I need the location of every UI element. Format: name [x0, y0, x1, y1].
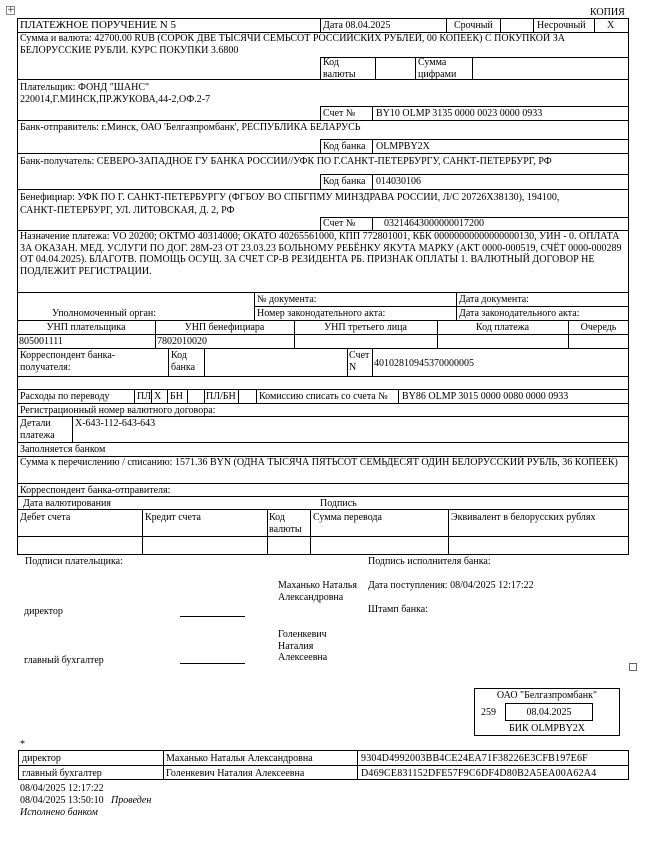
executor-signature-title: Подпись исполнителя банка: [368, 556, 491, 567]
unp-beneficiary-value: 7802010020 [157, 336, 207, 347]
sender-bank: Банк-отправитель: г.Минск, ОАО 'Белгазпромбанк', РЕСПУБЛИКА БЕЛАРУСЬ [20, 122, 361, 133]
payer-account-label: Счет № [323, 108, 356, 119]
director-name: Маханько Наталья Александровна [278, 580, 357, 603]
bank-stamp-label: Штамп банка: [368, 604, 428, 615]
ds-role: директор [22, 753, 61, 764]
timestamp-2: 08/04/2025 13:50:10 [20, 795, 104, 806]
status-badge: Проведен [111, 795, 152, 806]
ds-name: Маханько Наталья Александровна [166, 753, 313, 764]
doc-date-label: Дата документа: [459, 294, 529, 305]
non-urgent-mark: X [607, 20, 615, 31]
ds-hash: D469CE831152DFE57F9C6DF4D80B2A5EA00A62A4 [361, 768, 597, 779]
amount-text: Сумма и валюта: 42700.00 RUB (СОРОК ДВЕ ТЫСЯЧИ СЕМЬСОТ РОССИЙСКИХ РУБЛЕЙ, 00 КОПЕЕК) С ПОКУПКОЙ ЗА БЕЛОРУССКИЕ РУБЛИ. КУРС ПОКУПКИ 3.6800 [20, 33, 565, 56]
unp-beneficiary-header: УНП бенефициара [184, 322, 265, 333]
transfer-sum: Сумма к перечислению / списанию: 1571.36 BYN (ОДНА ТЫСЯЧА ПЯТЬСОТ СЕМЬДЕСЯТ ОДИН БЕЛОРУССКИЙ РУБЛЬ, 36 КОПЕЕК) [20, 457, 618, 468]
payer-signatures-title: Подписи плательщика: [25, 556, 123, 567]
authorized-body-label: Уполномоченный орган: [52, 308, 157, 319]
doc-number-label: № документа: [257, 294, 317, 305]
page-title: ПЛАТЕЖНОЕ ПОРУЧЕНИЕ N 5 [20, 19, 176, 31]
timestamp-1: 08/04/2025 12:17:22 [20, 783, 104, 794]
ds-name: Голенкевич Наталия Алексеевна [166, 768, 305, 779]
accountant-name: Голенкевич Наталия Алексеевна [278, 629, 328, 663]
checkbox-icon[interactable] [629, 663, 637, 671]
sum-digits-label: Сумма цифрами [418, 57, 457, 80]
stamp-bik: БИК OLMPBY2X [508, 723, 586, 734]
fee-bn: БН [170, 391, 183, 402]
fee-plbn: ПЛ/БН [206, 391, 236, 402]
debit-header: Дебет счета [20, 512, 71, 523]
beneficiary-address: САНКТ-ПЕТЕРБУРГ, УЛ. ЛИТОВСКАЯ, Д. 2, РФ [20, 205, 235, 216]
commission-account: BY86 OLMP 3015 0000 0080 0000 0933 [402, 391, 569, 402]
correspondent-account-label: Счет N [349, 350, 370, 373]
currency-header: Код валюты [269, 512, 302, 535]
currency-code-label: Код валюты [323, 57, 356, 80]
signature-label: Подпись [320, 498, 357, 509]
received-date: Дата поступления: 08/04/2025 12:17:22 [368, 580, 534, 591]
unp-payer-value: 805001111 [19, 336, 63, 347]
receiver-bank: Банк-получатель: СЕВЕРО-ЗАПАДНОЕ ГУ БАНКА РОССИИ//УФК ПО Г.САНКТ-ПЕТЕРБУРГУ, САНКТ-ПЕТЕРБУРГ, РФ [20, 156, 552, 167]
move-handle-icon[interactable]: + [7, 5, 15, 15]
correspondent-bank-code-label: Код банка [171, 350, 196, 373]
director-role: директор [24, 606, 63, 617]
credit-header: Кредит счета [145, 512, 201, 523]
unp-payer-header: УНП плательщика [46, 322, 126, 333]
beneficiary-name: Бенефициар: УФК ПО Г. САНКТ-ПЕТЕРБУРГУ (ФГБОУ ВО СПБГПМУ МИНЗДРАВА РОССИИ, Л/С 20726Х38130), 194100, [20, 192, 560, 203]
stamp-number: 259 [481, 707, 496, 718]
copy-mark: КОПИЯ [590, 7, 625, 18]
commission-label: Комиссию списать со счета № [259, 391, 388, 402]
payer-account: BY10 OLMP 3135 0000 0023 0000 0933 [376, 108, 543, 119]
sender-bank-code: OLMPBY2X [376, 141, 430, 152]
correspondent-account: 40102810945370000005 [374, 358, 474, 369]
fees-label: Расходы по переводу [20, 391, 110, 402]
asterisk: * [20, 739, 25, 750]
urgent-label: Срочный [454, 20, 493, 31]
correspondent-label: Корреспондент банка-получателя: [20, 350, 116, 373]
registration-label: Регистрационный номер валютного договора: [20, 405, 216, 416]
payer-name: Плательщик: ФОНД "ШАНС" [20, 82, 150, 93]
bank-filled-label: Заполняется банком [20, 444, 106, 455]
payer-address: 220014,Г.МИНСК,ПР.ЖУКОВА,44-2,ОФ.2-7 [20, 94, 211, 105]
beneficiary-account-label: Счет № [323, 218, 356, 229]
equivalent-header: Эквивалент в белорусских рублях [451, 512, 596, 523]
stamp-bank-name: ОАО "Белгазпромбанк" [496, 690, 598, 701]
receiver-bank-code-label: Код банка [323, 176, 366, 187]
receiver-bank-code: 014030106 [376, 176, 421, 187]
unp-third-party-header: УНП третьего лица [324, 322, 407, 333]
sender-bank-code-label: Код банка [323, 141, 366, 152]
ds-role: главный бухгалтер [22, 768, 102, 779]
act-number-label: Номер законодательного акта: [257, 308, 386, 319]
details-label: Детали платежа [20, 418, 55, 441]
fee-pl: ПЛ [137, 391, 152, 402]
accountant-role: главный бухгалтер [24, 655, 104, 666]
non-urgent-label: Несрочный [537, 20, 586, 31]
sender-correspondent-label: Корреспондент банка-отправителя: [20, 485, 171, 496]
fee-x-mark: X [154, 391, 162, 402]
transfer-amount-header: Сумма перевода [313, 512, 382, 523]
stamp-date: 08.04.2025 [526, 707, 572, 718]
order-date: Дата 08.04.2025 [323, 20, 391, 31]
payment-purpose: Назначение платежа: VO 20200; ОКТМО 40314000; ОКАТО 40265561000, КПП 772801001, КБК 00000000000000000130, УИН - 0. ОПЛАТА ЗА ОКАЗАН. МЕД. УСЛУГИ ПО ДОГ. 28М-23 ОТ 23.03.23 БОЛЬНОМУ РЕБЁНКУ ЯКУТА МАРКУ (АКТ 0000-000519, СЧЁТ 0000-000289 ОТ 04.04.2025). БЛАГОТВ. ПОМОЩЬ ОСУЩ. ЗА СЧЕТ СР-В РЕЗИДЕНТА РБ. ПРИЗНАК ОПЛАТЫ 1. ВАЛЮТНЫЙ ДОГОВОР НЕ ПОДЛЕЖИТ РЕГИСТРАЦИИ. [20, 231, 622, 277]
executed-label: Исполнено банком [20, 807, 98, 818]
value-date-label: Дата валютирования [23, 498, 111, 509]
details-value: Х-643-112-643-643 [75, 418, 156, 429]
priority-header: Очередь [580, 322, 617, 333]
beneficiary-account: 03214643000000017200 [384, 218, 484, 229]
payment-code-header: Код платежа [475, 322, 530, 333]
ds-hash: 9304D4992003BB4CE24EA71F38226E3CFB197E6F [361, 753, 588, 764]
act-date-label: Дата законодательного акта: [459, 308, 580, 319]
